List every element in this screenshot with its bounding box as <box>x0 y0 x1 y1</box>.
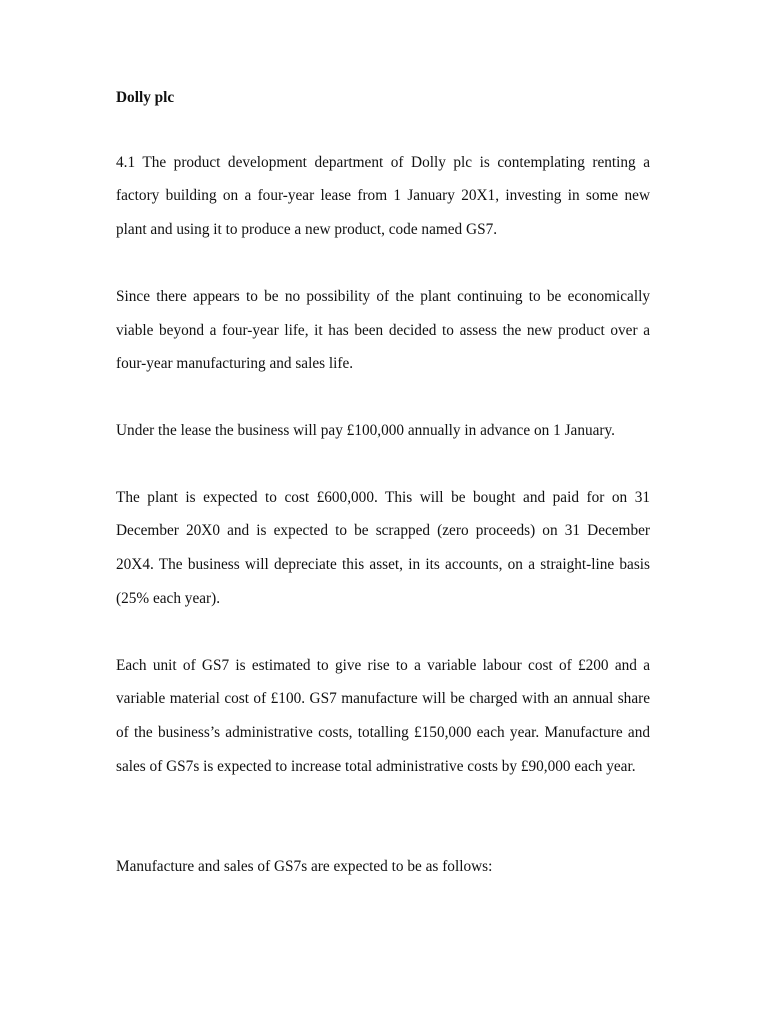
paragraph-3-line-1: Under the lease the business will pay £100,000 annually in advance on 1 January. <box>116 422 616 439</box>
paragraph-1-line-3: plant and using it to produce a new product, code named GS7. <box>116 221 498 238</box>
paragraph-6-line-1: Manufacture and sales of GS7s are expected to be as follows: <box>116 858 493 875</box>
paragraph-4-line-2: December 20X0 and is expected to be scrapped (zero proceeds) on 31 December <box>116 522 650 539</box>
paragraph-5-line-2: variable material cost of £100. GS7 manufacture will be charged with an annual share <box>116 690 650 707</box>
paragraph-5-line-1: Each unit of GS7 is estimated to give rise to a variable labour cost of £200 and a <box>116 657 650 674</box>
paragraph-5-line-3: of the business’s administrative costs, totalling £150,000 each year. Manufacture and <box>116 724 650 741</box>
document-title: Dolly plc <box>116 89 175 106</box>
paragraph-4-line-3: 20X4. The business will depreciate this asset, in its accounts, on a straight-line basis <box>116 556 650 573</box>
paragraph-4-line-1: The plant is expected to cost £600,000. This will be bought and paid for on 31 <box>116 489 650 506</box>
paragraph-5-line-4: sales of GS7s is expected to increase total administrative costs by £90,000 each year. <box>116 758 636 775</box>
paragraph-1-line-1: 4.1 The product development department of Dolly plc is contemplating renting a <box>116 154 650 171</box>
paragraph-2-line-3: four-year manufacturing and sales life. <box>116 355 354 372</box>
paragraph-2-line-2: viable beyond a four-year life, it has been decided to assess the new product over a <box>116 322 650 339</box>
paragraph-1-line-2: factory building on a four-year lease from 1 January 20X1, investing in some new <box>116 187 650 204</box>
paragraph-4-line-4: (25% each year). <box>116 590 221 607</box>
paragraph-2-line-1: Since there appears to be no possibility of the plant continuing to be economically <box>116 288 650 305</box>
